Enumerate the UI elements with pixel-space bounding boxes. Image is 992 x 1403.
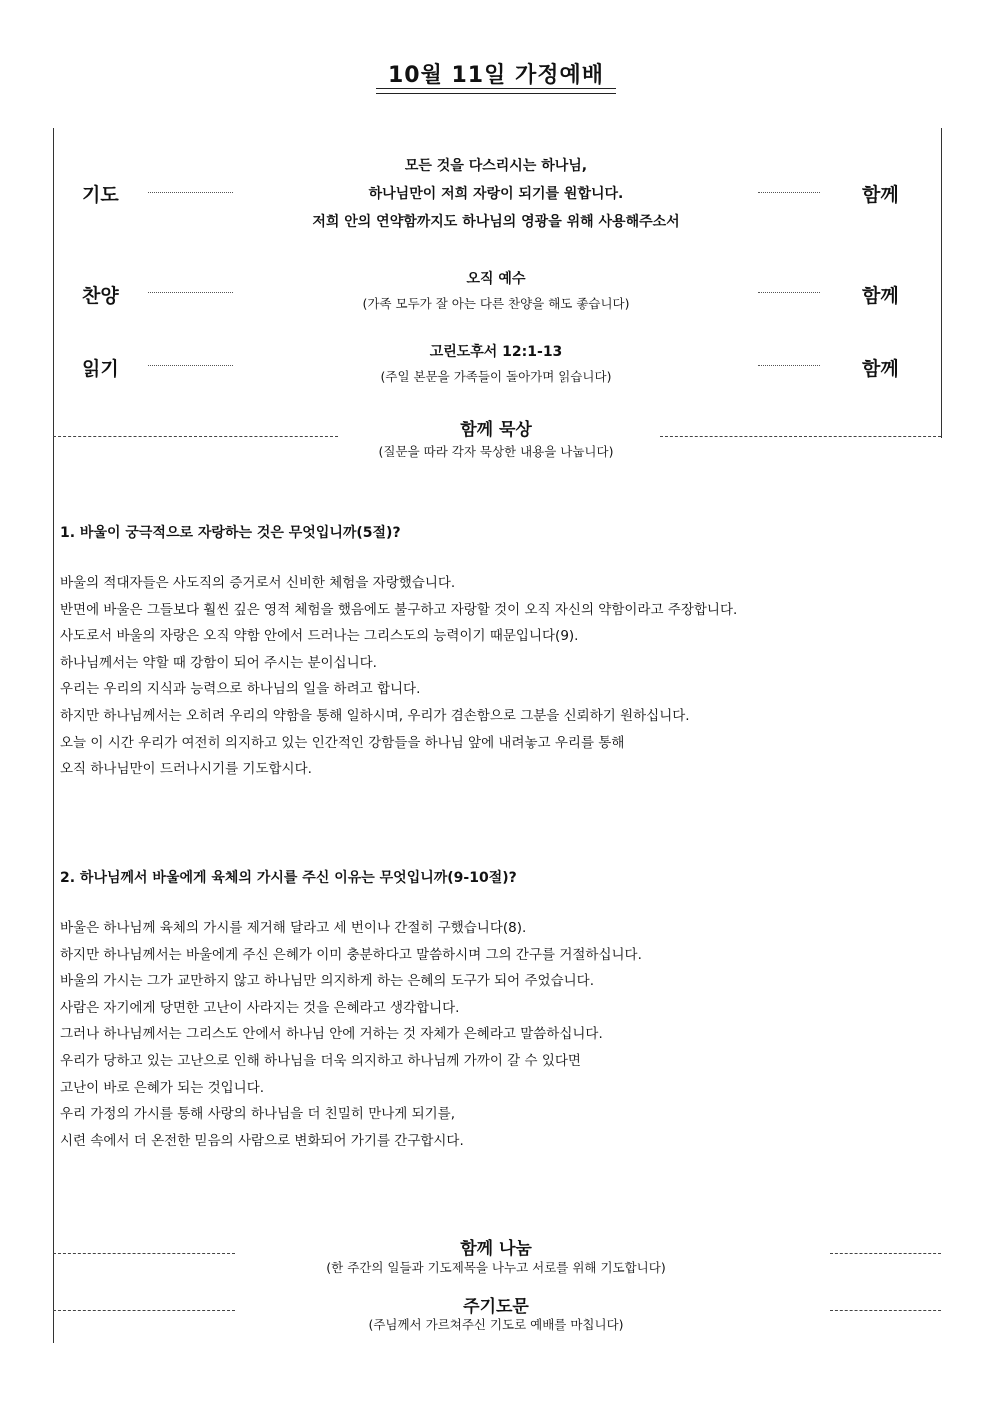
meditation-dash-right xyxy=(660,436,941,437)
page-title: 10월 11일 가정예배 xyxy=(387,63,605,88)
reading-note: (주일 본문을 가족들이 돌아가며 읽습니다) xyxy=(380,369,612,384)
reading-text xyxy=(200,338,792,388)
question-2: 2. 하나님께서 바울에게 육체의 가시를 주신 이유는 무엇입니까(9-10절)? xyxy=(60,870,517,886)
question-1-body xyxy=(60,570,940,783)
meditation-title: 함께 묵상 xyxy=(460,420,532,440)
body-line: 우리 가정의 가시를 통해 사랑의 하나님을 더 친밀히 만나게 되기를, xyxy=(60,1106,456,1123)
body-line: 우리는 우리의 지식과 능력으로 하나님의 일을 하려고 합니다. xyxy=(60,681,421,698)
praise-song: 오직 예수 xyxy=(466,271,526,287)
question-2-body xyxy=(60,915,940,1154)
reading-who: 함께 xyxy=(862,358,899,380)
praise-label: 찬양 xyxy=(82,285,119,307)
sharing-subtitle: (한 주간의 일들과 기도제목을 나누고 서로를 위해 기도합니다) xyxy=(326,1260,666,1275)
body-line: 오직 하나님만이 드러나시기를 기도합시다. xyxy=(60,761,312,778)
body-line: 그러나 하나님께서는 그리스도 안에서 하나님 안에 거하는 것 자체가 은혜라고 말씀하십니다. xyxy=(60,1026,603,1043)
reading-passage: 고린도후서 12:1-13 xyxy=(429,344,563,360)
left-border-line xyxy=(53,128,54,1343)
body-line: 바울의 적대자들은 사도직의 증거로서 신비한 체험을 자랑했습니다. xyxy=(60,575,456,591)
praise-note: (가족 모두가 잘 아는 다른 찬양을 해도 좋습니다) xyxy=(362,296,630,311)
prayer-dots-right xyxy=(758,192,820,193)
body-line: 하지만 하나님께서는 오히려 우리의 약함을 통해 일하시며, 우리가 겸손함으로 그분을 신뢰하기 원하십니다. xyxy=(60,707,690,724)
prayer-text xyxy=(200,152,792,236)
lords-prayer-subtitle: (주님께서 가르쳐주신 기도로 예배를 마칩니다) xyxy=(368,1317,624,1332)
body-line: 오늘 이 시간 우리가 여전히 의지하고 있는 인간적인 강함들을 하나님 앞에 내려놓고 우리를 통해 xyxy=(60,734,625,751)
body-line: 시련 속에서 더 온전한 믿음의 사람으로 변화되어 가기를 간구합시다. xyxy=(60,1132,464,1149)
praise-dots-right xyxy=(758,292,820,293)
question-1: 1. 바울이 궁극적으로 자랑하는 것은 무엇입니까(5절)? xyxy=(60,525,401,541)
body-line: 하나님께서는 약할 때 강함이 되어 주시는 분이십니다. xyxy=(60,654,377,671)
prayer-line-1: 모든 것을 다스리시는 하나님, xyxy=(404,158,588,174)
right-border-line xyxy=(941,128,942,438)
body-line: 하지만 하나님께서는 바울에게 주신 은혜가 이미 충분하다고 말씀하시며 그의 간구를 거절하십니다. xyxy=(60,946,642,963)
body-line: 바울의 가시는 그가 교만하지 않고 하나님만 의지하게 하는 은혜의 도구가 되어 주었습니다. xyxy=(60,973,595,990)
body-line: 반면에 바울은 그들보다 훨씬 깊은 영적 체험을 했음에도 불구하고 자랑할 것이 오직 자신의 약함이라고 주장합니다. xyxy=(60,601,738,618)
prayer-line-2: 하나님만이 저희 자랑이 되기를 원합니다. xyxy=(368,186,624,202)
praise-text xyxy=(200,265,792,315)
lords-prayer-dash-right xyxy=(830,1310,941,1311)
meditation-subtitle: (질문을 따라 각자 묵상한 내용을 나눕니다) xyxy=(378,444,614,459)
praise-who: 함께 xyxy=(862,285,899,307)
reading-dots-right xyxy=(758,365,820,366)
prayer-label: 기도 xyxy=(82,184,119,206)
title-underline xyxy=(376,88,616,89)
prayer-line-3: 저희 안의 연약함까지도 하나님의 영광을 위해 사용해주소서 xyxy=(312,214,680,230)
body-line: 사람은 자기에게 당면한 고난이 사라지는 것을 은혜라고 생각합니다. xyxy=(60,999,460,1016)
sharing-title: 함께 나눔 xyxy=(460,1239,532,1259)
lords-prayer-title: 주기도문 xyxy=(463,1297,529,1317)
title-underline-second xyxy=(376,93,616,94)
sharing-dash-right xyxy=(830,1253,941,1254)
body-line: 사도로서 바울의 자랑은 오직 약함 안에서 드러나는 그리스도의 능력이기 때문입니다(9). xyxy=(60,628,579,645)
body-line: 고난이 바로 은혜가 되는 것입니다. xyxy=(60,1079,265,1096)
prayer-who: 함께 xyxy=(862,184,899,206)
reading-label: 읽기 xyxy=(82,358,119,380)
body-line: 우리가 당하고 있는 고난으로 인해 하나님을 더욱 의지하고 하나님께 가까이 갈 수 있다면 xyxy=(60,1052,581,1069)
body-line: 바울은 하나님께 육체의 가시를 제거해 달라고 세 번이나 간절히 구했습니다(8). xyxy=(60,920,527,936)
